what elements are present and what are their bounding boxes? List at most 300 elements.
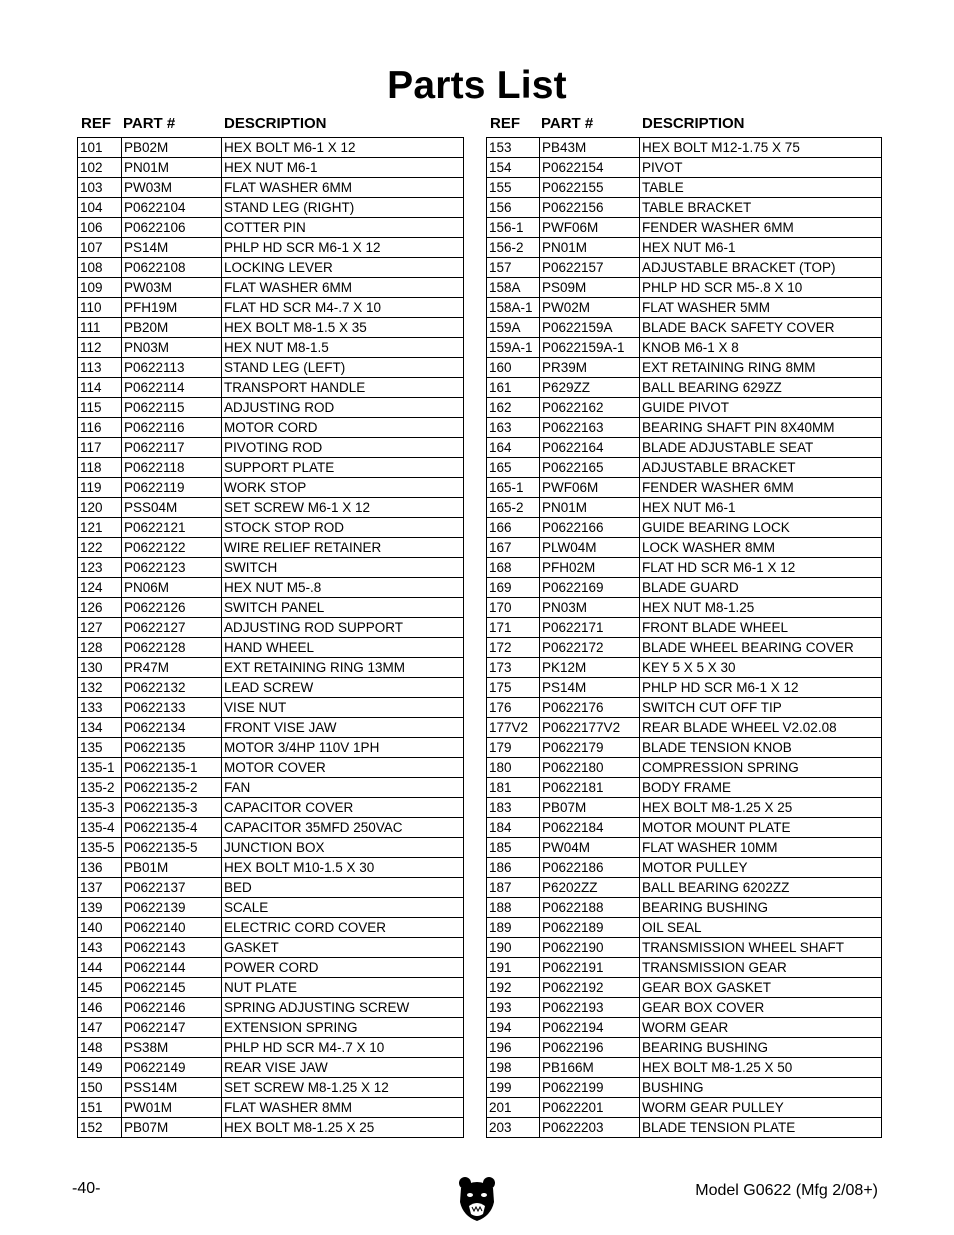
table-row — [78, 658, 464, 678]
cell-part-number: P629ZZ — [540, 378, 640, 398]
table-row — [487, 278, 882, 298]
cell-description: FENDER WASHER 6MM — [640, 478, 882, 498]
cell-ref: 172 — [487, 638, 540, 658]
cell-description: FRONT BLADE WHEEL — [640, 618, 882, 638]
cell-part-number: P0622186 — [540, 858, 640, 878]
table-row — [487, 298, 882, 318]
table-row — [487, 478, 882, 498]
cell-ref: 169 — [487, 578, 540, 598]
cell-description: HEX BOLT M12-1.75 X 75 — [640, 138, 882, 158]
cell-ref: 135 — [78, 738, 122, 758]
table-row — [487, 498, 882, 518]
table-row — [78, 818, 464, 838]
cell-description: CAPACITOR 35MFD 250VAC — [222, 818, 464, 838]
cell-part-number: PR39M — [540, 358, 640, 378]
cell-description: BLADE BACK SAFETY COVER — [640, 318, 882, 338]
cell-part-number: PB07M — [540, 798, 640, 818]
table-row — [487, 938, 882, 958]
cell-description: GUIDE BEARING LOCK — [640, 518, 882, 538]
cell-part-number: P0622149 — [122, 1058, 222, 1078]
table-row — [78, 358, 464, 378]
cell-description: CAPACITOR COVER — [222, 798, 464, 818]
cell-description: NUT PLATE — [222, 978, 464, 998]
cell-ref: 165-1 — [487, 478, 540, 498]
cell-description: HEX BOLT M8-1.25 X 50 — [640, 1058, 882, 1078]
cell-description: COMPRESSION SPRING — [640, 758, 882, 778]
table-row — [487, 178, 882, 198]
cell-description: PHLP HD SCR M4-.7 X 10 — [222, 1038, 464, 1058]
bear-head-icon — [457, 1176, 497, 1222]
cell-part-number: PFH02M — [540, 558, 640, 578]
cell-description: HEX NUT M6-1 — [640, 238, 882, 258]
cell-ref: 115 — [78, 398, 122, 418]
parts-table-left — [77, 114, 464, 1138]
cell-description: WIRE RELIEF RETAINER — [222, 538, 464, 558]
cell-part-number: PS14M — [540, 678, 640, 698]
cell-part-number: P0622157 — [540, 258, 640, 278]
cell-ref: 121 — [78, 518, 122, 538]
cell-description: TRANSMISSION GEAR — [640, 958, 882, 978]
cell-part-number: P0622171 — [540, 618, 640, 638]
cell-ref: 135-4 — [78, 818, 122, 838]
cell-ref: 116 — [78, 418, 122, 438]
cell-ref: 170 — [487, 598, 540, 618]
cell-ref: 159A-1 — [487, 338, 540, 358]
table-row — [487, 198, 882, 218]
cell-ref: 183 — [487, 798, 540, 818]
table-row — [487, 738, 882, 758]
cell-description: MOTOR MOUNT PLATE — [640, 818, 882, 838]
cell-description: STAND LEG (LEFT) — [222, 358, 464, 378]
model-label: Model G0622 (Mfg 2/08+) — [695, 1182, 878, 1199]
cell-ref: 133 — [78, 698, 122, 718]
cell-ref: 117 — [78, 438, 122, 458]
cell-ref: 103 — [78, 178, 122, 198]
cell-description: TABLE BRACKET — [640, 198, 882, 218]
header-ref: REF — [81, 115, 111, 132]
cell-part-number: PFH19M — [122, 298, 222, 318]
cell-part-number: P0622179 — [540, 738, 640, 758]
table-row — [78, 338, 464, 358]
table-row — [78, 758, 464, 778]
cell-description: FLAT WASHER 10MM — [640, 838, 882, 858]
cell-part-number: P0622119 — [122, 478, 222, 498]
cell-description: PHLP HD SCR M5-.8 X 10 — [640, 278, 882, 298]
cell-description: MOTOR CORD — [222, 418, 464, 438]
cell-part-number: PB43M — [540, 138, 640, 158]
cell-part-number: P0622114 — [122, 378, 222, 398]
cell-ref: 127 — [78, 618, 122, 638]
table-row — [487, 658, 882, 678]
cell-ref: 186 — [487, 858, 540, 878]
cell-part-number: PB07M — [122, 1118, 222, 1138]
cell-description: FLAT WASHER 8MM — [222, 1098, 464, 1118]
table-row — [78, 1038, 464, 1058]
cell-description: FENDER WASHER 6MM — [640, 218, 882, 238]
cell-ref: 135-5 — [78, 838, 122, 858]
cell-description: JUNCTION BOX — [222, 838, 464, 858]
cell-description: HEX NUT M8-1.25 — [640, 598, 882, 618]
cell-description: HEX NUT M8-1.5 — [222, 338, 464, 358]
table-row — [487, 538, 882, 558]
table-row — [487, 598, 882, 618]
table-row — [487, 1118, 882, 1138]
cell-part-number: P0622155 — [540, 178, 640, 198]
cell-ref: 151 — [78, 1098, 122, 1118]
table-row — [487, 458, 882, 478]
cell-description: HEX BOLT M6-1 X 12 — [222, 138, 464, 158]
cell-part-number: P0622135-2 — [122, 778, 222, 798]
cell-part-number: P0622116 — [122, 418, 222, 438]
cell-ref: 171 — [487, 618, 540, 638]
cell-ref: 192 — [487, 978, 540, 998]
cell-part-number: PW04M — [540, 838, 640, 858]
cell-description: MOTOR 3/4HP 110V 1PH — [222, 738, 464, 758]
cell-part-number: P0622159A — [540, 318, 640, 338]
table-row — [78, 918, 464, 938]
cell-description: GUIDE PIVOT — [640, 398, 882, 418]
cell-ref: 147 — [78, 1018, 122, 1038]
cell-part-number: P0622193 — [540, 998, 640, 1018]
cell-ref: 156 — [487, 198, 540, 218]
cell-description: SWITCH PANEL — [222, 598, 464, 618]
cell-part-number: P0622199 — [540, 1078, 640, 1098]
cell-part-number: P0622146 — [122, 998, 222, 1018]
cell-ref: 188 — [487, 898, 540, 918]
cell-description: BALL BEARING 629ZZ — [640, 378, 882, 398]
cell-ref: 166 — [487, 518, 540, 538]
cell-part-number: PS38M — [122, 1038, 222, 1058]
cell-ref: 173 — [487, 658, 540, 678]
cell-part-number: PR47M — [122, 658, 222, 678]
table-row — [487, 258, 882, 278]
cell-description: SUPPORT PLATE — [222, 458, 464, 478]
cell-part-number: P0622180 — [540, 758, 640, 778]
cell-ref: 179 — [487, 738, 540, 758]
cell-part-number: PS09M — [540, 278, 640, 298]
cell-ref: 156-2 — [487, 238, 540, 258]
cell-ref: 190 — [487, 938, 540, 958]
table-row — [78, 138, 464, 158]
cell-part-number: PSS04M — [122, 498, 222, 518]
cell-ref: 167 — [487, 538, 540, 558]
cell-part-number: P0622190 — [540, 938, 640, 958]
cell-part-number: P0622169 — [540, 578, 640, 598]
table-row — [487, 438, 882, 458]
table-row — [78, 878, 464, 898]
cell-part-number: PS14M — [122, 238, 222, 258]
cell-ref: 104 — [78, 198, 122, 218]
table-row — [78, 638, 464, 658]
cell-part-number: P0622184 — [540, 818, 640, 838]
table-row — [487, 558, 882, 578]
table-row — [78, 578, 464, 598]
cell-part-number: P0622122 — [122, 538, 222, 558]
cell-description: REAR VISE JAW — [222, 1058, 464, 1078]
table-row — [487, 698, 882, 718]
cell-ref: 109 — [78, 278, 122, 298]
cell-ref: 194 — [487, 1018, 540, 1038]
cell-description: PHLP HD SCR M6-1 X 12 — [222, 238, 464, 258]
cell-part-number: P0622135 — [122, 738, 222, 758]
cell-description: HEX NUT M5-.8 — [222, 578, 464, 598]
table-row — [487, 778, 882, 798]
table-row — [78, 618, 464, 638]
header-description: DESCRIPTION — [642, 115, 745, 132]
cell-ref: 168 — [487, 558, 540, 578]
cell-ref: 108 — [78, 258, 122, 278]
cell-description: BLADE ADJUSTABLE SEAT — [640, 438, 882, 458]
cell-ref: 119 — [78, 478, 122, 498]
cell-description: EXT RETAINING RING 13MM — [222, 658, 464, 678]
table-row — [487, 418, 882, 438]
cell-part-number: P0622108 — [122, 258, 222, 278]
cell-part-number: P0622188 — [540, 898, 640, 918]
cell-ref: 137 — [78, 878, 122, 898]
cell-part-number: P0622121 — [122, 518, 222, 538]
cell-part-number: PN01M — [540, 498, 640, 518]
cell-ref: 158A — [487, 278, 540, 298]
cell-part-number: P0622154 — [540, 158, 640, 178]
cell-part-number: P0622135-5 — [122, 838, 222, 858]
cell-ref: 135-2 — [78, 778, 122, 798]
cell-ref: 191 — [487, 958, 540, 978]
table-row — [78, 1118, 464, 1138]
cell-description: KNOB M6-1 X 8 — [640, 338, 882, 358]
cell-part-number: P0622189 — [540, 918, 640, 938]
cell-description: HEX BOLT M8-1.25 X 25 — [222, 1118, 464, 1138]
cell-ref: 189 — [487, 918, 540, 938]
cell-description: ADJUSTABLE BRACKET — [640, 458, 882, 478]
cell-part-number: P0622133 — [122, 698, 222, 718]
cell-part-number: P0622144 — [122, 958, 222, 978]
cell-description: LOCK WASHER 8MM — [640, 538, 882, 558]
cell-part-number: PLW04M — [540, 538, 640, 558]
cell-part-number: P0622163 — [540, 418, 640, 438]
table-row — [487, 218, 882, 238]
table-row — [487, 818, 882, 838]
cell-part-number: P0622104 — [122, 198, 222, 218]
cell-part-number: PSS14M — [122, 1078, 222, 1098]
cell-part-number: P0622165 — [540, 458, 640, 478]
table-row — [78, 258, 464, 278]
table-row — [78, 238, 464, 258]
cell-description: GASKET — [222, 938, 464, 958]
cell-description: SPRING ADJUSTING SCREW — [222, 998, 464, 1018]
cell-ref: 193 — [487, 998, 540, 1018]
cell-part-number: P0622135-1 — [122, 758, 222, 778]
cell-ref: 160 — [487, 358, 540, 378]
table-row — [78, 778, 464, 798]
cell-part-number: P0622118 — [122, 458, 222, 478]
cell-ref: 153 — [487, 138, 540, 158]
table-row — [78, 178, 464, 198]
table-row — [78, 678, 464, 698]
cell-description: KEY 5 X 5 X 30 — [640, 658, 882, 678]
table-row — [487, 978, 882, 998]
table-row — [487, 1078, 882, 1098]
table-row — [487, 618, 882, 638]
table-row — [487, 998, 882, 1018]
cell-ref: 128 — [78, 638, 122, 658]
cell-part-number: PWF06M — [540, 218, 640, 238]
cell-description: BEARING BUSHING — [640, 1038, 882, 1058]
cell-part-number: PW03M — [122, 278, 222, 298]
cell-part-number: PB02M — [122, 138, 222, 158]
cell-description: BALL BEARING 6202ZZ — [640, 878, 882, 898]
cell-description: FLAT HD SCR M6-1 X 12 — [640, 558, 882, 578]
cell-ref: 101 — [78, 138, 122, 158]
table-row — [78, 198, 464, 218]
cell-part-number: P0622132 — [122, 678, 222, 698]
cell-ref: 201 — [487, 1098, 540, 1118]
table-row — [78, 298, 464, 318]
cell-description: TRANSPORT HANDLE — [222, 378, 464, 398]
table-row — [487, 1058, 882, 1078]
cell-part-number: PN03M — [122, 338, 222, 358]
table-row — [487, 1018, 882, 1038]
cell-ref: 175 — [487, 678, 540, 698]
table-row — [78, 898, 464, 918]
cell-ref: 135-1 — [78, 758, 122, 778]
table-row — [78, 718, 464, 738]
table-row — [487, 718, 882, 738]
cell-part-number: P0622145 — [122, 978, 222, 998]
table-row — [78, 738, 464, 758]
cell-ref: 118 — [78, 458, 122, 478]
table-row — [487, 578, 882, 598]
cell-part-number: P0622128 — [122, 638, 222, 658]
table-row — [487, 378, 882, 398]
cell-part-number: P0622113 — [122, 358, 222, 378]
parts-table-body — [77, 137, 464, 1138]
cell-part-number: P0622115 — [122, 398, 222, 418]
cell-description: STOCK STOP ROD — [222, 518, 464, 538]
cell-description: HEX BOLT M10-1.5 X 30 — [222, 858, 464, 878]
parts-table-body — [486, 137, 882, 1138]
cell-ref: 124 — [78, 578, 122, 598]
cell-ref: 149 — [78, 1058, 122, 1078]
cell-part-number: PK12M — [540, 658, 640, 678]
header-part: PART # — [123, 115, 176, 132]
cell-ref: 110 — [78, 298, 122, 318]
cell-description: GEAR BOX COVER — [640, 998, 882, 1018]
header-ref: REF — [490, 115, 520, 132]
cell-part-number: PB166M — [540, 1058, 640, 1078]
cell-description: PIVOT — [640, 158, 882, 178]
cell-ref: 162 — [487, 398, 540, 418]
table-header — [77, 114, 464, 137]
cell-ref: 156-1 — [487, 218, 540, 238]
cell-part-number: P0622166 — [540, 518, 640, 538]
cell-part-number: P0622126 — [122, 598, 222, 618]
cell-description: HEX BOLT M8-1.5 X 35 — [222, 318, 464, 338]
cell-description: BEARING SHAFT PIN 8X40MM — [640, 418, 882, 438]
cell-ref: 155 — [487, 178, 540, 198]
table-row — [78, 1058, 464, 1078]
cell-part-number: P0622203 — [540, 1118, 640, 1138]
table-row — [487, 678, 882, 698]
table-row — [78, 978, 464, 998]
cell-part-number: P0622164 — [540, 438, 640, 458]
cell-description: PHLP HD SCR M6-1 X 12 — [640, 678, 882, 698]
cell-ref: 113 — [78, 358, 122, 378]
cell-ref: 161 — [487, 378, 540, 398]
cell-description: MOTOR COVER — [222, 758, 464, 778]
table-row — [487, 638, 882, 658]
table-row — [487, 158, 882, 178]
cell-part-number: P0622140 — [122, 918, 222, 938]
cell-description: SWITCH — [222, 558, 464, 578]
table-row — [78, 598, 464, 618]
table-row — [487, 238, 882, 258]
cell-description: HEX NUT M6-1 — [222, 158, 464, 178]
cell-ref: 146 — [78, 998, 122, 1018]
cell-description: PIVOTING ROD — [222, 438, 464, 458]
cell-description: WORM GEAR PULLEY — [640, 1098, 882, 1118]
cell-part-number: P0622156 — [540, 198, 640, 218]
cell-ref: 199 — [487, 1078, 540, 1098]
table-row — [78, 318, 464, 338]
table-row — [78, 538, 464, 558]
cell-ref: 135-3 — [78, 798, 122, 818]
cell-ref: 134 — [78, 718, 122, 738]
table-row — [487, 858, 882, 878]
cell-part-number: P0622162 — [540, 398, 640, 418]
cell-ref: 152 — [78, 1118, 122, 1138]
cell-part-number: P0622137 — [122, 878, 222, 898]
cell-description: FLAT WASHER 6MM — [222, 178, 464, 198]
cell-ref: 154 — [487, 158, 540, 178]
table-row — [78, 798, 464, 818]
cell-description: BEARING BUSHING — [640, 898, 882, 918]
cell-description: SET SCREW M8-1.25 X 12 — [222, 1078, 464, 1098]
cell-ref: 145 — [78, 978, 122, 998]
cell-ref: 102 — [78, 158, 122, 178]
cell-part-number: PB20M — [122, 318, 222, 338]
cell-ref: 139 — [78, 898, 122, 918]
table-row — [78, 1078, 464, 1098]
cell-description: REAR BLADE WHEEL V2.02.08 — [640, 718, 882, 738]
cell-description: COTTER PIN — [222, 218, 464, 238]
cell-part-number: P0622196 — [540, 1038, 640, 1058]
cell-description: FLAT WASHER 6MM — [222, 278, 464, 298]
cell-ref: 163 — [487, 418, 540, 438]
table-row — [78, 438, 464, 458]
cell-part-number: P0622139 — [122, 898, 222, 918]
table-row — [487, 318, 882, 338]
table-row — [78, 378, 464, 398]
cell-ref: 114 — [78, 378, 122, 398]
cell-description: FRONT VISE JAW — [222, 718, 464, 738]
cell-part-number: PN03M — [540, 598, 640, 618]
cell-ref: 159A — [487, 318, 540, 338]
cell-description: LEAD SCREW — [222, 678, 464, 698]
parts-table-right — [486, 114, 882, 1138]
cell-part-number: PB01M — [122, 858, 222, 878]
page-number: -40- — [72, 1180, 101, 1197]
cell-description: BLADE TENSION KNOB — [640, 738, 882, 758]
table-row — [487, 918, 882, 938]
table-row — [487, 338, 882, 358]
cell-description: LOCKING LEVER — [222, 258, 464, 278]
table-row — [78, 278, 464, 298]
header-description: DESCRIPTION — [224, 115, 327, 132]
table-row — [78, 558, 464, 578]
cell-part-number: P0622134 — [122, 718, 222, 738]
table-row — [78, 1098, 464, 1118]
cell-part-number: P0622117 — [122, 438, 222, 458]
